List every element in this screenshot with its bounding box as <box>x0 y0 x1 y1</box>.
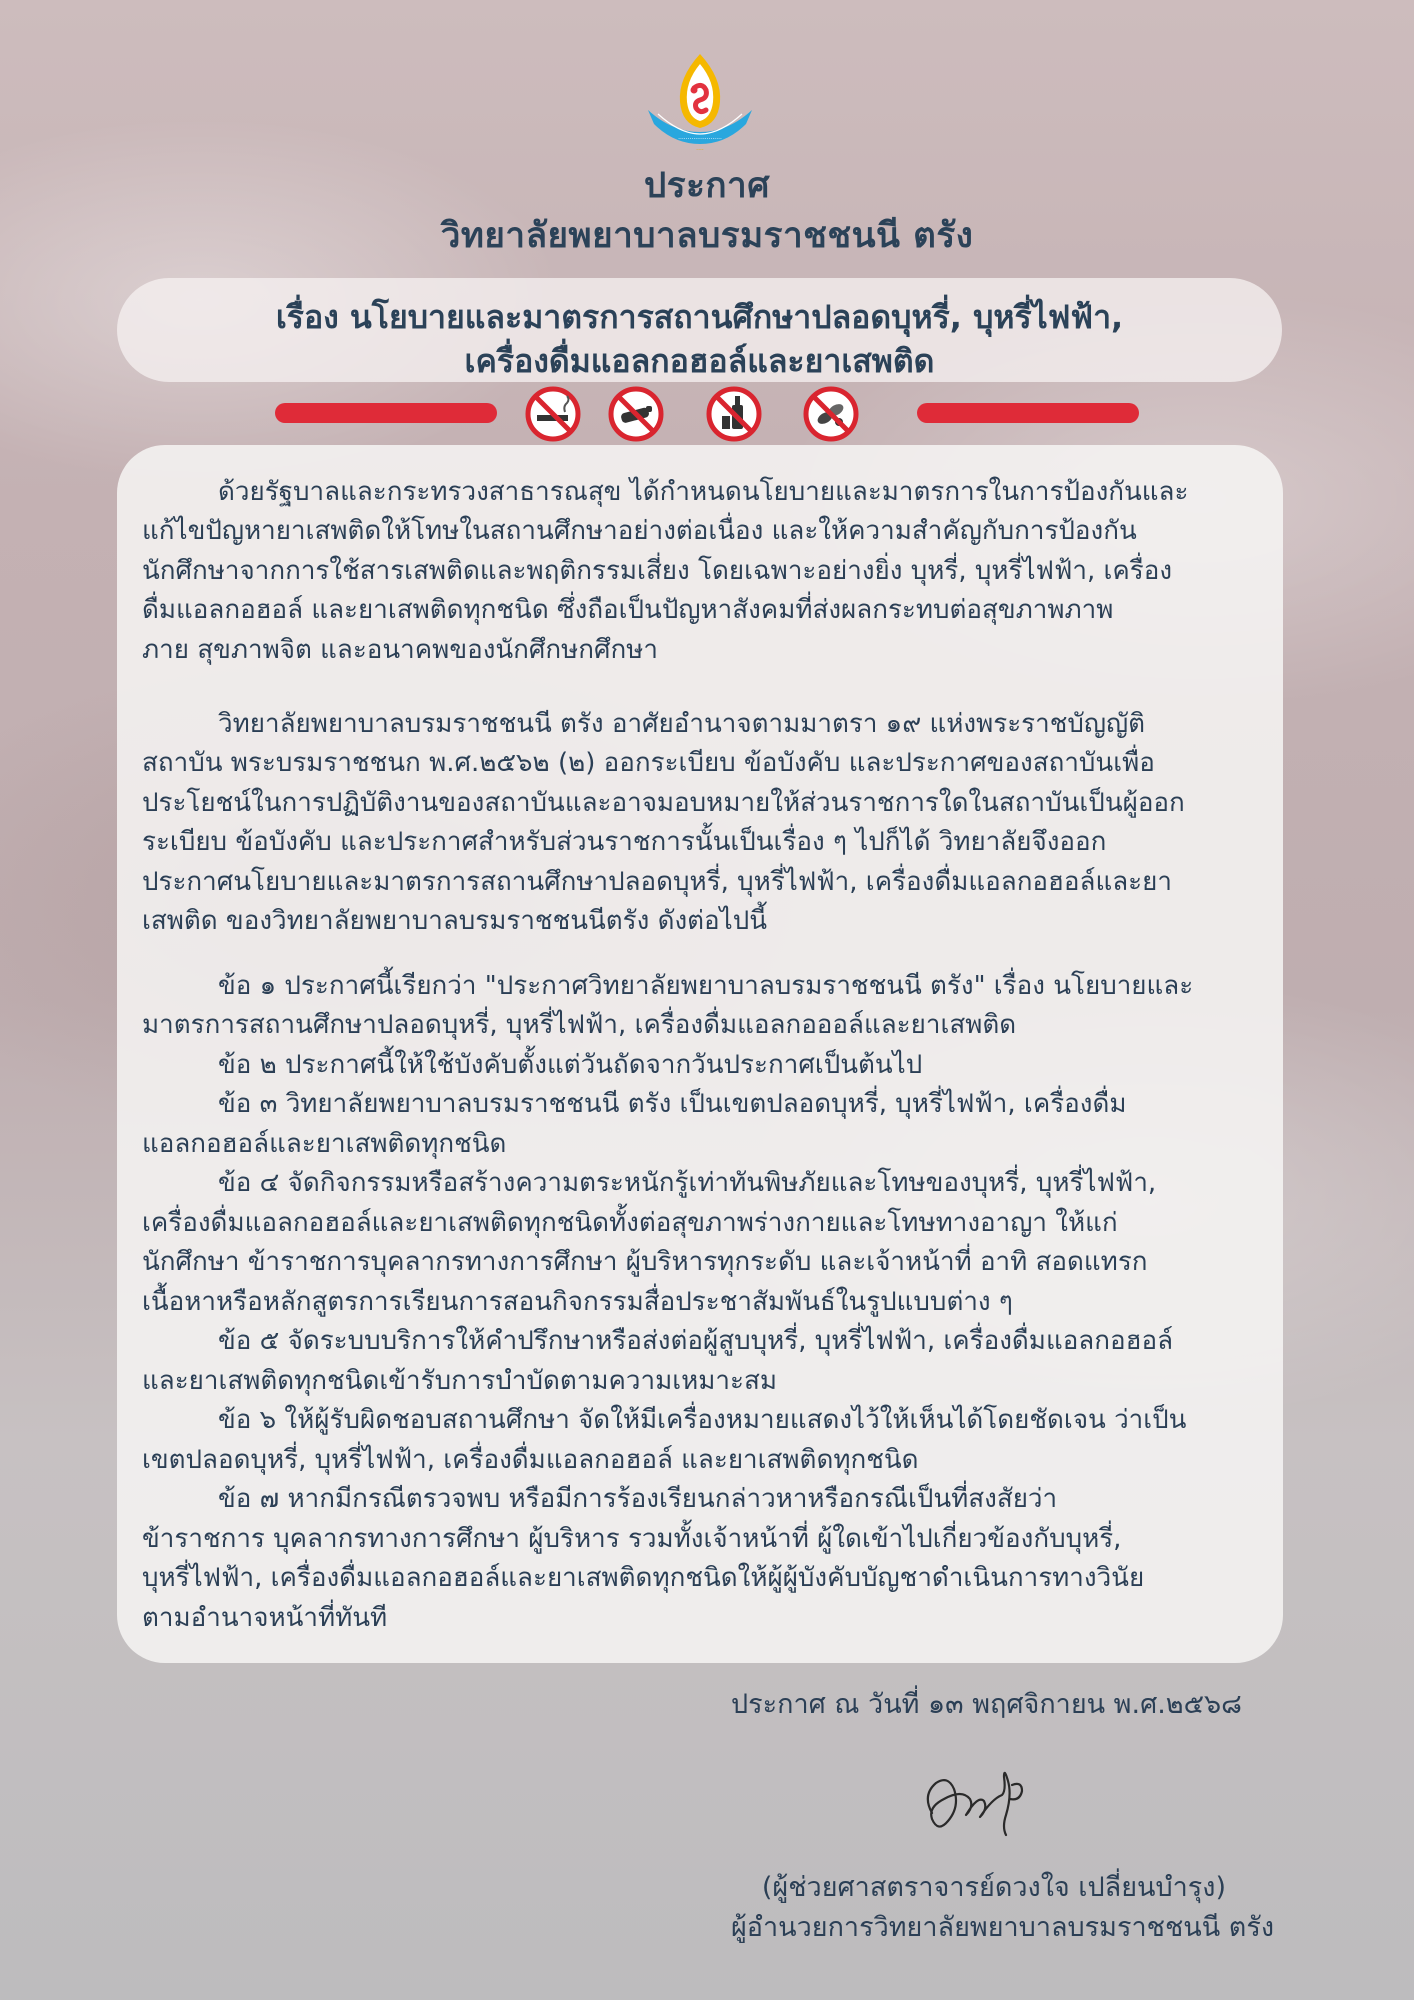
body-line: ประโยชน์ในการปฏิบัติงานของสถาบันและอาจมอบหมายให้ส่วนราชการใดในสถาบันเป็นผู้ออก <box>142 788 1185 818</box>
clause-line: ข้อ ๒ ประกาศนี้ให้ใช้บังคับตั้งแต่วันถัดจากวันประกาศเป็นต้นไป <box>218 1050 923 1080</box>
handwritten-signature-icon <box>918 1755 1043 1845</box>
clause-line: เขตปลอดบุหรี่, บุหรี่ไฟฟ้า, เครื่องดื่มแอลกอฮอล์ และยาเสพติดทุกชนิด <box>142 1445 919 1475</box>
college-name-title: วิทยาลัยพยาบาลบรมราชชนนี ตรัง <box>440 216 974 256</box>
body-line: ภาย สุขภาพจิต และอนาคพของนักศึกษกศึกษา <box>142 635 659 665</box>
subject-line-2: เครื่องดื่มแอลกอฮอล์และยาเสพติด <box>464 342 935 380</box>
body-line: เสพติด ของวิทยาลัยพยาบาลบรมราชชนนีตรัง ดังต่อไปนี้ <box>142 906 768 936</box>
clause-line: บุหรี่ไฟฟ้า, เครื่องดื่มแอลกอฮอล์และยาเสพติดทุกชนิดให้ผู้ผู้บังคับบัญชาดำเนินการทางวินัย <box>142 1563 1145 1593</box>
clause-line: ข้อ ๖ ให้ผู้รับผิดชอบสถานศึกษา จัดให้มีเครื่องหมายแสดงไว้ให้เห็นได้โดยชัดเจน ว่าเป็น <box>218 1405 1187 1435</box>
no-drugs-icon <box>803 386 859 442</box>
clause-line: นักศึกษา ข้าราชการบุคลากรทางการศึกษา ผู้บริหารทุกระดับ และเจ้าหน้าที่ อาทิ สอดแทรก <box>142 1247 1148 1277</box>
clause-line: ข้อ ๓ วิทยาลัยพยาบาลบรมราชชนนี ตรัง เป็นเขตปลอดบุหรี่, บุหรี่ไฟฟ้า, เครื่องดื่ม <box>218 1089 1127 1119</box>
body-line: ประกาศนโยบายและมาตรการสถานศึกษาปลอดบุหรี่, บุหรี่ไฟฟ้า, เครื่องดื่มแอลกอฮอล์และยา <box>142 867 1172 897</box>
clause-line: เนื้อหาหรือหลักสูตรการเรียนการสอนกิจกรรมสื่อประชาสัมพันธ์ในรูปแบบต่าง ๆ <box>142 1287 1013 1317</box>
announcement-title: ประกาศ <box>644 166 770 206</box>
clause-line: แอลกอฮอล์และยาเสพติดทุกชนิด <box>142 1129 507 1159</box>
no-vape-icon <box>608 386 664 442</box>
clause-line: มาตรการสถานศึกษาปลอดบุหรี่, บุหรี่ไฟฟ้า, เครื่องดื่มแอลกอออล์และยาเสพติด <box>142 1010 1017 1040</box>
clause-line: ข้อ ๗ หากมีกรณีตรวจพบ หรือมีการร้องเรียนกล่าวหาหรือกรณีเป็นที่สงสัยว่า <box>218 1484 1058 1514</box>
subject-banner <box>117 278 1282 382</box>
body-line: ระเบียบ ข้อบังคับ และประกาศสำหรับส่วนราชการนั้นเป็นเรื่อง ๆ ไปก็ได้ วิทยาลัยจึงออก <box>142 827 1107 857</box>
body-line: สถาบัน พระบรมราชชนก พ.ศ.๒๕๖๒ (๒) ออกระเบียบ ข้อบังคับ และประกาศของสถาบันเพื่อ <box>142 748 1155 778</box>
no-smoking-icon <box>525 386 581 442</box>
clause-line: เครื่องดื่มแอลกอฮอล์และยาเสพติดทุกชนิดทั้งต่อสุขภาพร่างกายและโทษทางอาญา ให้แก่ <box>142 1208 1118 1238</box>
signer-position: ผู้อำนวยการวิทยาลัยพยาบาลบรมราชชนนี ตรัง <box>730 1912 1274 1943</box>
clause-line: ข้อ ๑ ประกาศนี้เรียกว่า "ประกาศวิทยาลัยพยาบาลบรมราชชนนี ตรัง" เรื่อง นโยบายและ <box>218 971 1194 1001</box>
right-red-divider <box>917 403 1139 423</box>
announcement-date: ประกาศ ณ วันที่ ๑๓ พฤศจิกายน พ.ศ.๒๕๖๘ <box>731 1689 1242 1720</box>
body-line: แก้ไขปัญหายาเสพติดให้โทษในสถานศึกษาอย่างต่อเนื่อง และให้ความสำคัญกับการป้องกัน <box>142 516 1137 546</box>
no-alcohol-icon <box>706 386 762 442</box>
body-line: ด้วยรัฐบาลและกระทรวงสาธารณสุข ได้กำหนดนโยบายและมาตรการในการป้องกันและ <box>218 477 1189 507</box>
body-line: นักศึกษาจากการใช้สารเสพติดและพฤติกรรมเสี่ยง โดยเฉพาะอย่างยิ่ง บุหรี่, บุหรี่ไฟฟ้า, เครื่อง <box>142 556 1173 586</box>
signer-name: (ผู้ช่วยศาสตราจารย์ดวงใจ เปลี่ยนบำรุง) <box>761 1872 1226 1903</box>
subject-line-1: เรื่อง นโยบายและมาตรการสถานศึกษาปลอดบุหรี่, บุหรี่ไฟฟ้า, <box>275 298 1124 336</box>
svg-text:····: ···· <box>696 147 704 154</box>
left-red-divider <box>275 403 497 423</box>
clause-line: ข้าราชการ บุคลากรทางการศึกษา ผู้บริหาร รวมทั้งเจ้าหน้าที่ ผู้ใดเข้าไปเกี่ยวข้องกับบุหรี่, <box>142 1524 1122 1554</box>
body-line: ดื่มแอลกอฮอล์ และยาเสพติดทุกชนิด ซึ่งถือเป็นปัญหาสังคมที่ส่งผลกระทบต่อสุขภาพภาพ <box>142 595 1114 625</box>
clause-line: ข้อ ๕ จัดระบบบริการให้คำปรึกษาหรือส่งต่อผู้สูบบุหรี่, บุหรี่ไฟฟ้า, เครื่องดื่มแอลกอฮอล์ <box>218 1326 1174 1356</box>
clause-line: ข้อ ๔ จัดกิจกรรมหรือสร้างความตระหนักรู้เท่าทันพิษภัยและโทษของบุหรี่, บุหรี่ไฟฟ้า, <box>218 1168 1157 1198</box>
clause-line: และยาเสพติดทุกชนิดเข้ารับการบำบัดตามความเหมาะสม <box>142 1366 777 1396</box>
svg-text:·······················: ······················· <box>678 136 722 143</box>
clause-line: ตามอำนาจหน้าที่ทันที <box>142 1603 388 1633</box>
college-emblem-icon <box>642 48 758 156</box>
body-line: วิทยาลัยพยาบาลบรมราชชนนี ตรัง อาศัยอำนาจตามมาตรา ๑๙ แห่งพระราชบัญญัติ <box>218 709 1146 739</box>
